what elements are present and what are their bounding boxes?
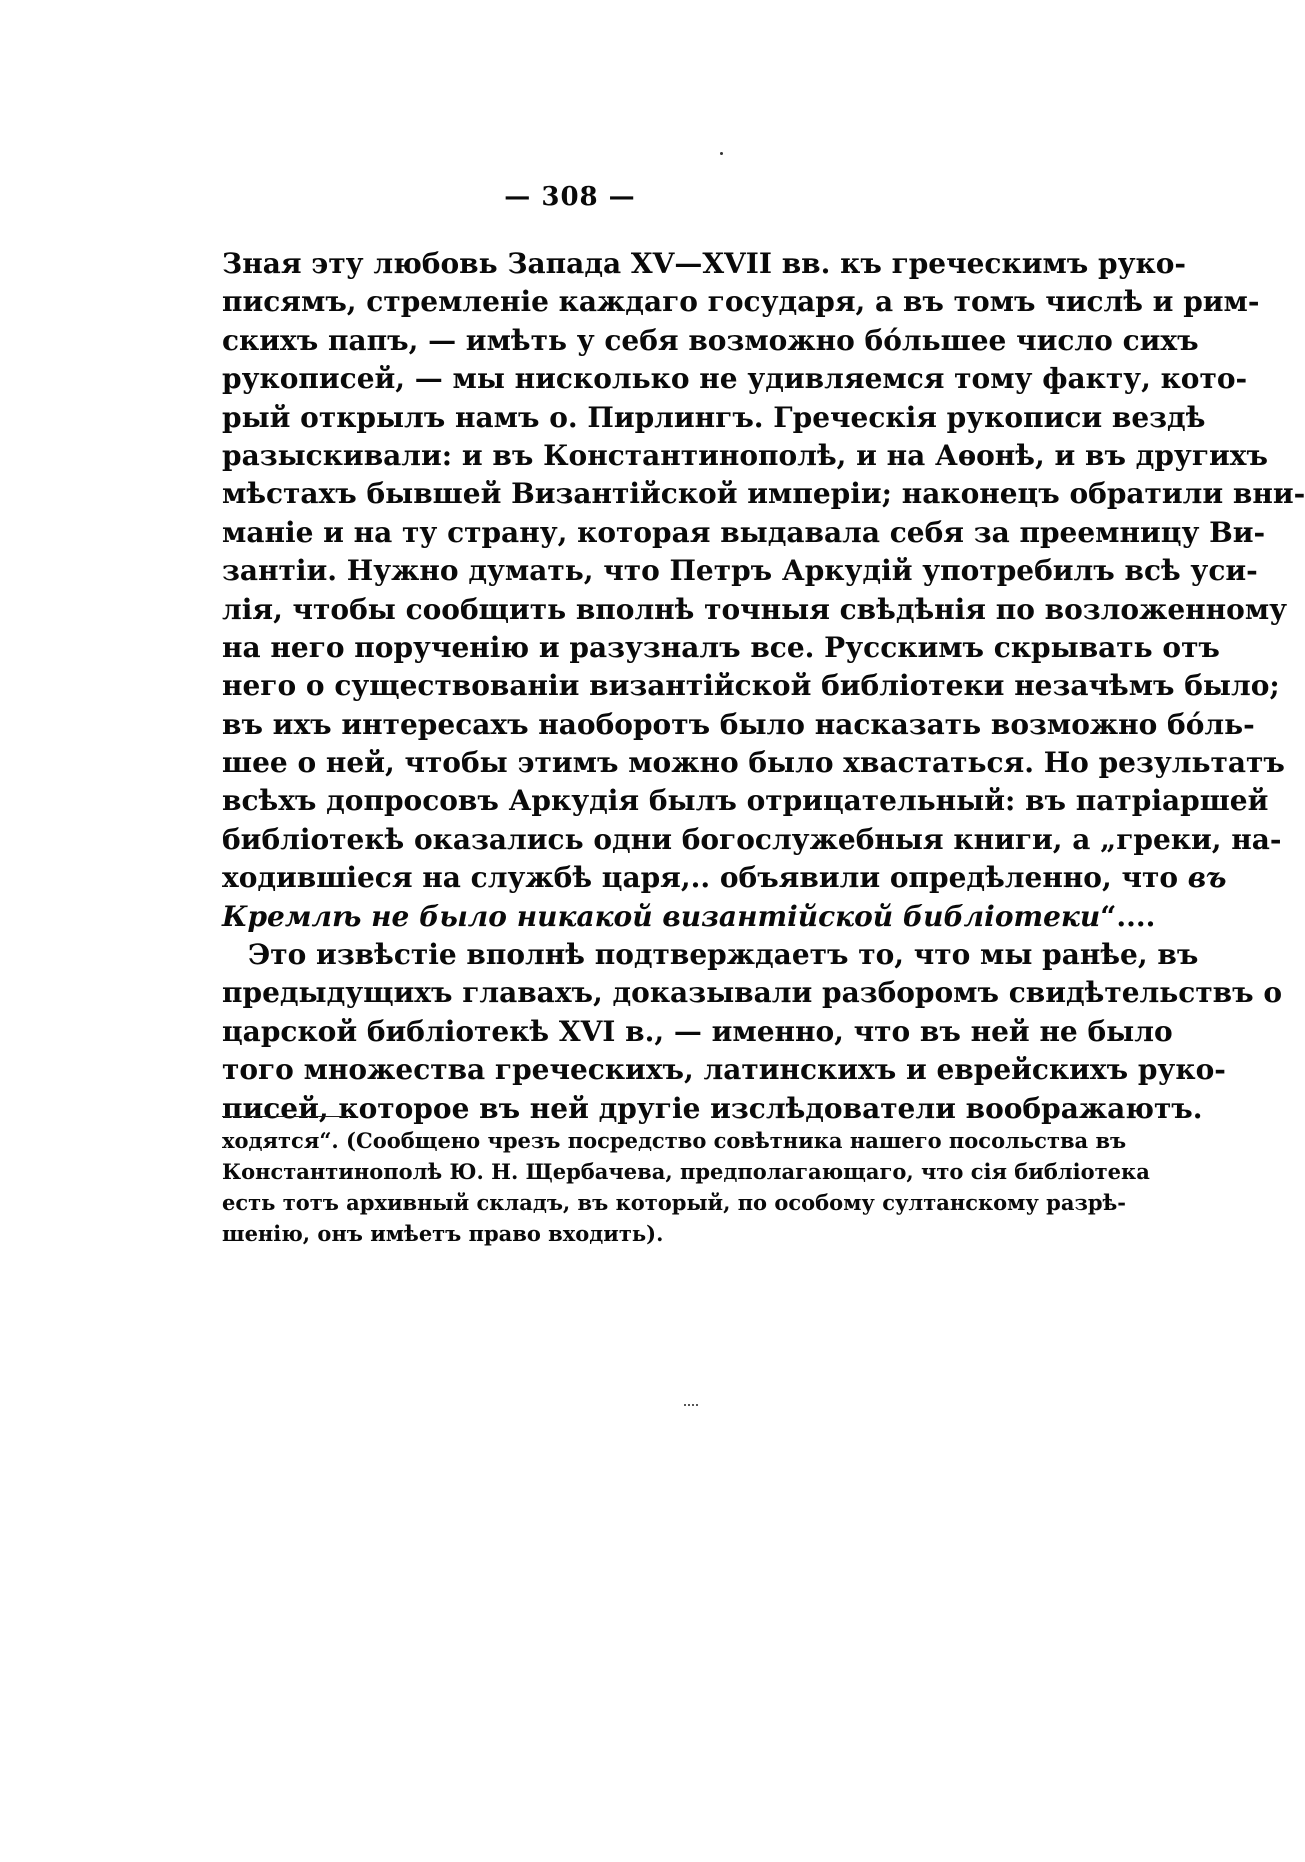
text-line: всѣхъ допросовъ Аркудія былъ отрицательный: въ патріаршей: [222, 784, 1269, 818]
italic-quote-line: [222, 898, 1156, 936]
quote-end: “....: [1100, 899, 1156, 933]
footnote-line: ходятся“. (Сообщено чрезъ посредство совѣтника нашего посольства въ: [222, 1128, 1127, 1153]
paragraph-start-line: Это извѣстіе вполнѣ подтверждаетъ то, что мы ранѣе, въ: [248, 938, 1199, 972]
page-number: — 308 —: [504, 182, 636, 212]
footnote-line: шенію, онъ имѣетъ право входить).: [222, 1221, 664, 1246]
footnote-line: Константинополѣ Ю. Н. Щербачева, предполагающаго, что сія библіотека: [222, 1159, 1150, 1184]
text-line: того множества греческихъ, латинскихъ и еврейскихъ руко-: [222, 1053, 1226, 1087]
scan-artifact: [684, 1404, 698, 1406]
text-line: скихъ папъ, — имѣть у себя возможно бóльшее число сихъ: [222, 323, 1199, 357]
footnote-divider: [222, 1116, 352, 1117]
text-line: него о существованіи византійской библіотеки незачѣмъ было;: [222, 669, 1280, 703]
text-line: зантіи. Нужно думать, что Петръ Аркудій употребилъ всѣ уси-: [222, 554, 1258, 588]
text-line: на него порученію и разузналъ все. Русскимъ скрывать отъ: [222, 630, 1220, 664]
text-line: царской библіотекѣ XVI в., — именно, что въ ней не было: [222, 1014, 1173, 1048]
text-line: разыскивали: и въ Константинополѣ, и на Аѳонѣ, и въ другихъ: [222, 438, 1268, 472]
body-text: [222, 245, 1305, 1128]
italic-quote-start: въ: [1187, 861, 1227, 895]
text-line: ходившіеся на службѣ царя,.. объявили опредѣленно, что въ: [222, 861, 1227, 895]
footnote: [222, 1125, 1150, 1249]
text-line: писямъ, стремленіе каждаго государя, а въ томъ числѣ и рим-: [222, 285, 1260, 319]
italic-quote: Кремлѣ не было никакой византійской библіотеки: [222, 899, 1101, 933]
text-line: Зная эту любовь Запада XV—XVII вв. къ греческимъ руко-: [222, 247, 1187, 280]
text-line: библіотекѣ оказались одни богослужебныя книги, а „греки, на-: [222, 822, 1282, 856]
footnote-line: есть тотъ архивный складъ, въ который, по особому султанскому разрѣ-: [222, 1190, 1127, 1215]
scan-speck: [720, 152, 723, 155]
text-line: лія, чтобы сообщить вполнѣ точныя свѣдѣнія по возложенному: [222, 592, 1288, 626]
text-line: рый открылъ намъ о. Пирлингъ. Греческія рукописи вездѣ: [222, 400, 1206, 434]
text-line: маніе и на ту страну, которая выдавала себя за преемницу Ви-: [222, 515, 1266, 549]
text-line: въ ихъ интересахъ наоборотъ было насказать возможно бóль-: [222, 707, 1255, 741]
text-line: шее о ней, чтобы этимъ можно было хвастаться. Но результатъ: [222, 746, 1285, 780]
text-line: мѣстахъ бывшей Византійской имперіи; наконецъ обратили вни-: [222, 477, 1305, 511]
text-line: рукописей, — мы нисколько не удивляемся тому факту, кото-: [222, 362, 1248, 396]
text-line: писей, которое въ ней другіе изслѣдователи воображаютъ.: [222, 1091, 1203, 1125]
text-line: предыдущихъ главахъ, доказывали разборомъ свидѣтельствъ о: [222, 976, 1283, 1010]
